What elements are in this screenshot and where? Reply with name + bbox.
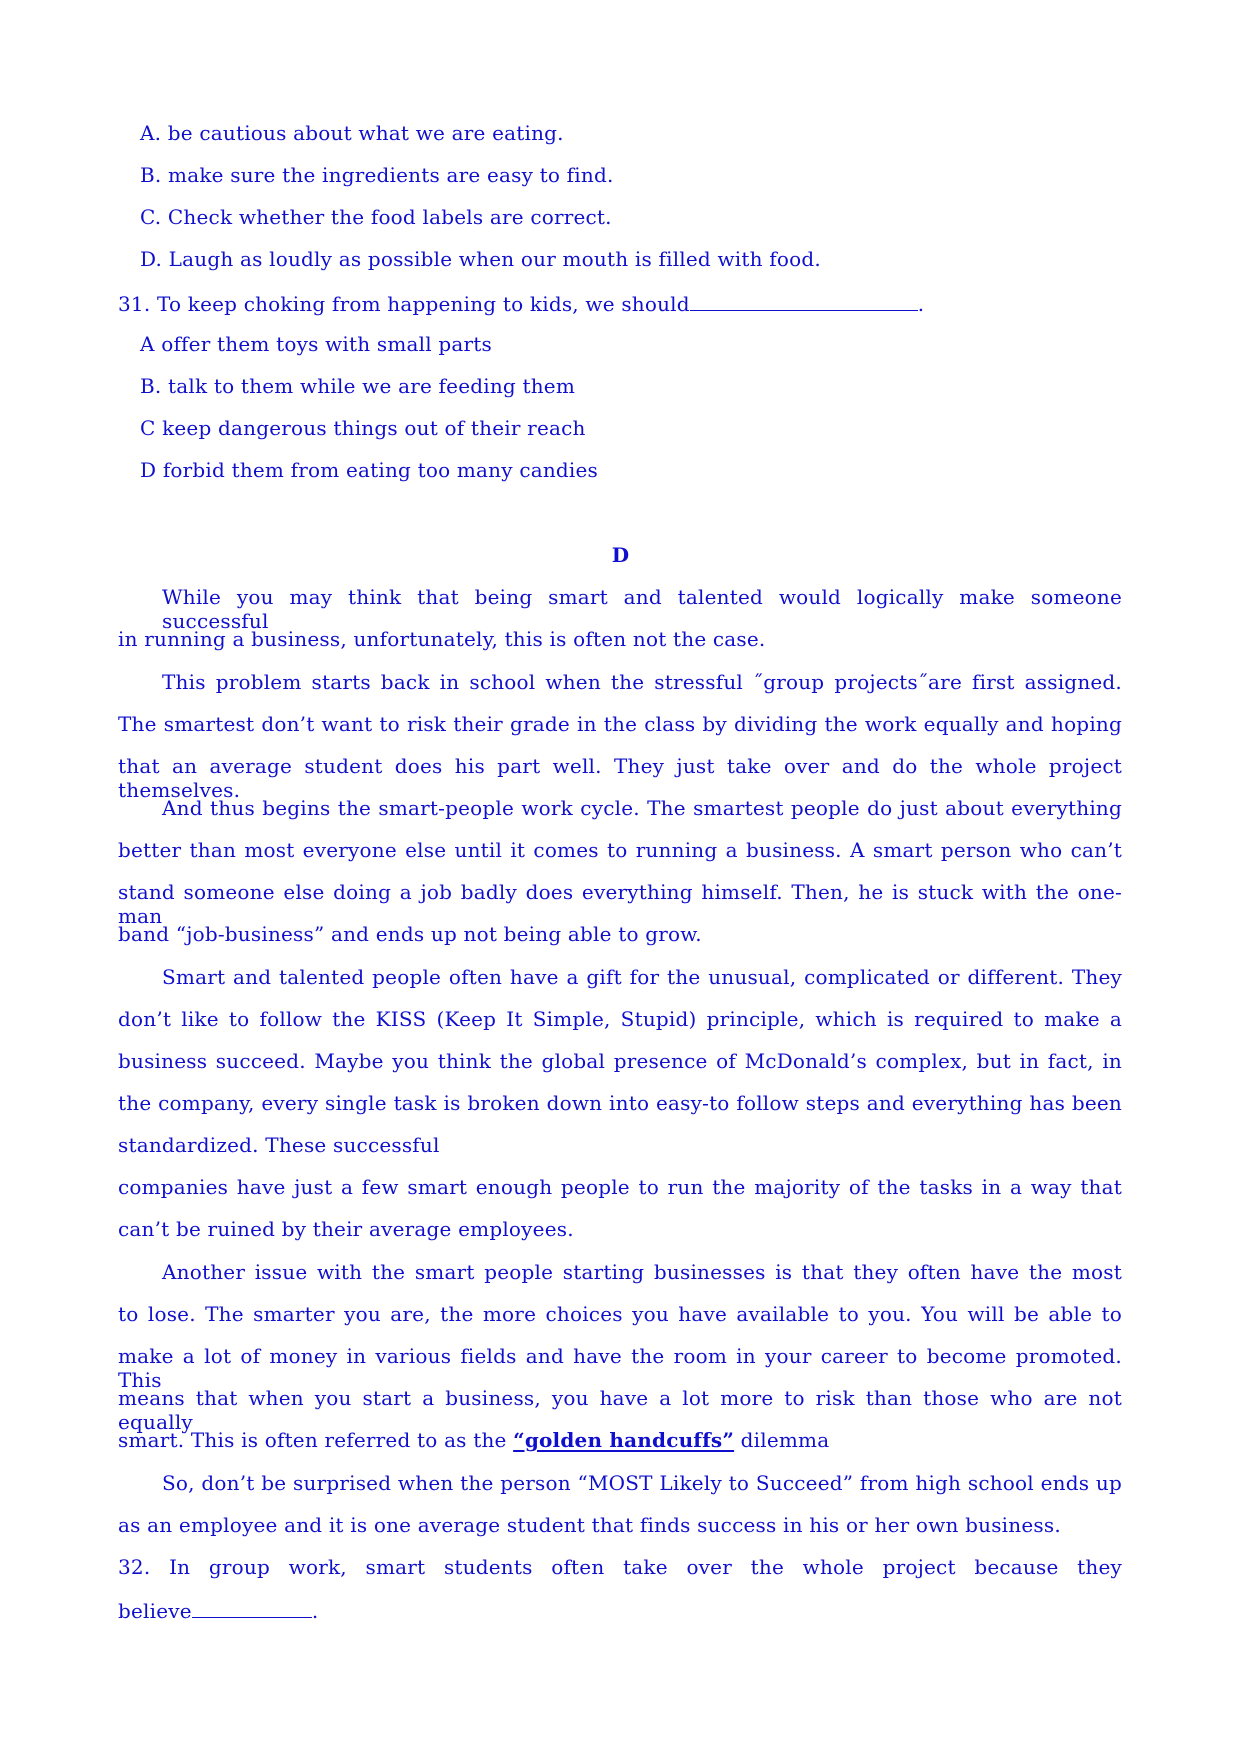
q30-option-a — [140, 121, 564, 145]
q31-stem — [118, 290, 924, 316]
passage-line: don’t like to follow the KISS (Keep It Simple, Stupid) principle, which is required to make a — [118, 1007, 1122, 1031]
passage-line-golden-handcuffs — [118, 1428, 1122, 1452]
passage-line: companies have just a few smart enough people to run the majority of the tasks in a way that — [118, 1175, 1122, 1199]
answer-blank — [690, 290, 918, 311]
option-text: be cautious about what we are eating. — [167, 121, 564, 145]
option-text: talk to them while we are feeding them — [168, 374, 575, 398]
passage-line: While you may think that being smart and talented would logically make someone successful — [162, 585, 1122, 633]
passage-line: And thus begins the smart-people work cycle. The smartest people do just about everything — [162, 796, 1122, 820]
passage-line: can’t be ruined by their average employees. — [118, 1217, 574, 1241]
option-text: forbid them from eating too many candies — [162, 458, 599, 482]
q30-option-d — [140, 247, 821, 271]
option-text: Check whether the food labels are correct. — [167, 205, 612, 229]
option-letter: B. — [140, 163, 162, 187]
q32-stem: 32. In group work, smart students often take over the whole project because they — [118, 1555, 1122, 1579]
passage-line: the company, every single task is broken down into easy-to follow steps and everything has been — [118, 1091, 1122, 1115]
option-text: Laugh as loudly as possible when our mouth is filled with food. — [168, 247, 821, 271]
passage-line: better than most everyone else until it comes to running a business. A smart person who can’t — [118, 838, 1122, 862]
option-text: make sure the ingredients are easy to find. — [168, 163, 614, 187]
passage-line: business succeed. Maybe you think the global presence of McDonald’s complex, but in fact, in — [118, 1049, 1122, 1073]
option-text: offer them toys with small parts — [161, 332, 492, 356]
line-text-after: dilemma — [740, 1428, 830, 1452]
option-letter: A. — [140, 121, 162, 145]
q32-stem-continued — [118, 1597, 318, 1623]
passage-line: means that when you start a business, you have a lot more to risk than those who are not equally — [118, 1386, 1122, 1434]
option-letter: D. — [140, 247, 163, 271]
passage-line: in running a business, unfortunately, this is often not the case. — [118, 627, 766, 651]
question-text: believe — [118, 1599, 192, 1623]
passage-line: The smartest don’t want to risk their grade in the class by dividing the work equally and hoping — [118, 712, 1122, 736]
option-text: keep dangerous things out of their reach — [162, 416, 586, 440]
option-letter: A — [140, 332, 155, 356]
passage-heading: D — [611, 543, 630, 567]
q31-option-d — [140, 458, 598, 482]
line-text: smart. This is often referred to as the — [118, 1428, 507, 1452]
q30-option-c — [140, 205, 612, 229]
passage-line: standardized. These successful — [118, 1133, 440, 1157]
passage-line: to lose. The smarter you are, the more choices you have available to you. You will be able to — [118, 1302, 1122, 1326]
passage-line: Smart and talented people often have a gift for the unusual, complicated or different. They — [162, 965, 1122, 989]
passage-line: make a lot of money in various fields and have the room in your career to become promoted. This — [118, 1344, 1122, 1392]
q30-option-b — [140, 163, 614, 187]
passage-line: that an average student does his part well. They just take over and do the whole project themselves. — [118, 754, 1122, 802]
q31-option-a — [140, 332, 492, 356]
option-letter: D — [140, 458, 157, 482]
question-end: . — [311, 1599, 319, 1623]
option-letter: C. — [140, 205, 162, 229]
passage-line: stand someone else doing a job badly does everything himself. Then, he is stuck with the one-man — [118, 880, 1122, 928]
golden-handcuffs-phrase: “golden handcuffs” — [513, 1428, 735, 1452]
passage-line: So, don’t be surprised when the person “MOST Likely to Succeed” from high school ends up — [162, 1471, 1122, 1495]
answer-blank — [192, 1597, 312, 1618]
passage-line: as an employee and it is one average student that finds success in his or her own business. — [118, 1513, 1061, 1537]
q31-option-c — [140, 416, 586, 440]
question-text: 31. To keep choking from happening to kids, we should — [118, 292, 690, 316]
passage-line: This problem starts back in school when the stressful ˝group projects˝are first assigned. — [162, 670, 1122, 694]
option-letter: C — [140, 416, 156, 440]
q31-option-b — [140, 374, 575, 398]
option-letter: B. — [140, 374, 162, 398]
question-end: . — [917, 292, 925, 316]
passage-line: Another issue with the smart people starting businesses is that they often have the most — [162, 1260, 1122, 1284]
passage-line: band “job-business” and ends up not being able to grow. — [118, 922, 702, 946]
